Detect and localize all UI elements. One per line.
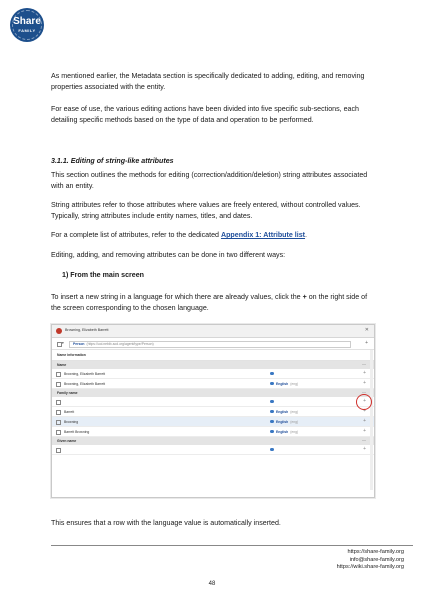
appendix-link[interactable]: Appendix 1: Attribute list — [220, 231, 306, 239]
language-code: (eng) — [290, 409, 299, 414]
language-label[interactable] — [276, 430, 298, 434]
paragraph-attribute-list-end: . — [305, 231, 308, 239]
attribute-row[interactable] — [52, 397, 374, 407]
collapse-icon[interactable]: — — [362, 389, 366, 394]
attribute-row[interactable] — [52, 417, 374, 427]
attribute-value[interactable]: Barrett Browning — [64, 429, 90, 434]
language-label[interactable] — [276, 420, 298, 424]
share-family-logo — [10, 8, 44, 42]
row-checkbox[interactable] — [56, 420, 61, 425]
chevron-down-icon[interactable]: ▾ — [62, 341, 64, 345]
app-icon — [56, 328, 62, 334]
paragraph-string-attributes: String attributes refer to those attributes where values are freely entered, without controlled values. Typically, string attributes include entity names, titles, and dates. — [51, 201, 361, 220]
screenshot-window-title: Browning, Elizabeth Barrett — [65, 328, 109, 332]
logo-text-share: Share — [13, 16, 41, 27]
attribute-row[interactable] — [52, 407, 374, 417]
footer-divider — [51, 545, 413, 546]
plus-icon[interactable]: + — [363, 446, 366, 452]
paragraph-editing-subsections: For ease of use, the various editing actions have been divided into five specific sub-sections, each detailing specific methods based on the type of data and operation to be performed. — [51, 105, 359, 124]
collapse-icon[interactable]: — — [362, 437, 366, 442]
attribute-row[interactable] — [52, 369, 374, 379]
footer-website[interactable]: https://share-family.org — [347, 549, 404, 555]
plus-symbol: + — [302, 293, 307, 301]
entity-type-field[interactable] — [69, 341, 351, 348]
attribute-value[interactable]: Browning, Elizabeth Barrett — [64, 381, 106, 386]
entity-type-bar — [52, 338, 374, 350]
row-checkbox[interactable] — [56, 400, 61, 405]
row-checkbox[interactable] — [56, 382, 61, 387]
paragraph-insert-end: on the right side of the screen corresponding to the chosen language. — [51, 293, 368, 312]
paragraph-section-outline: This section outlines the methods for editing (correction/addition/deletion) string attributes associated with an entity. — [51, 171, 368, 190]
language-code: (eng) — [290, 429, 299, 434]
globe-icon[interactable] — [270, 410, 274, 414]
plus-icon[interactable]: + — [363, 418, 366, 424]
attribute-value[interactable]: Barrett — [64, 409, 75, 414]
language-name: English — [276, 429, 289, 434]
plus-icon[interactable]: + — [363, 398, 366, 404]
attribute-value[interactable]: Browning — [64, 419, 79, 424]
row-checkbox[interactable] — [56, 430, 61, 435]
attribute-group-header[interactable] — [52, 437, 374, 445]
paragraph-insert-string — [51, 292, 376, 314]
globe-icon[interactable] — [270, 382, 274, 386]
attribute-group-header[interactable] — [52, 389, 374, 397]
paragraph-metadata-intro: As mentioned earlier, the Metadata section is specifically dedicated to adding, editing, and removing properties associated with the entity. — [51, 72, 365, 91]
language-name: English — [276, 409, 289, 414]
globe-icon[interactable] — [270, 430, 274, 434]
row-checkbox[interactable] — [56, 372, 61, 377]
collapse-icon[interactable]: — — [362, 361, 366, 366]
section-header — [52, 350, 374, 361]
plus-icon[interactable]: + — [363, 408, 366, 414]
attribute-group-label: Family name — [57, 391, 78, 395]
entity-type-label: Person — [73, 341, 85, 346]
attribute-row[interactable] — [52, 445, 374, 455]
embedded-screenshot — [51, 324, 375, 498]
section-header-label: Name information — [57, 353, 86, 357]
close-icon[interactable]: ✕ — [364, 327, 369, 333]
globe-icon[interactable] — [270, 420, 274, 424]
plus-icon[interactable]: + — [363, 370, 366, 376]
attribute-group-header[interactable] — [52, 361, 374, 369]
globe-icon[interactable] — [270, 400, 274, 404]
plus-icon[interactable]: + — [363, 428, 366, 434]
plus-icon[interactable]: + — [363, 380, 366, 386]
paragraph-attribute-list — [51, 230, 376, 241]
footer-contact — [337, 549, 404, 572]
language-code: (eng) — [290, 419, 299, 424]
subheading-main-screen: 1) From the main screen — [62, 271, 144, 279]
entity-type-uri: (https://uoi.nebib-sod.org/agent/type/Person) — [86, 341, 154, 346]
logo-text-family: FAMILY — [18, 28, 36, 33]
paragraph-insert-text: To insert a new string in a language for which there are already values, click the — [51, 293, 303, 301]
paragraph-result: This ensures that a row with the language value is automatically inserted. — [51, 519, 281, 527]
globe-icon[interactable] — [270, 448, 274, 452]
attribute-groups — [52, 361, 374, 455]
highlight-circle — [356, 394, 372, 410]
language-code: (eng) — [290, 381, 299, 386]
language-label[interactable] — [276, 382, 298, 386]
screenshot-titlebar — [52, 325, 374, 338]
attribute-group-label: Name — [57, 363, 67, 367]
globe-icon[interactable] — [270, 372, 274, 376]
attribute-row[interactable] — [52, 379, 374, 389]
scrollbar[interactable] — [370, 350, 373, 490]
plus-icon[interactable]: + — [365, 340, 368, 346]
language-name: English — [276, 419, 289, 424]
section-heading: 3.1.1. Editing of string-like attributes — [51, 157, 174, 165]
language-label[interactable] — [276, 410, 298, 414]
attribute-row[interactable] — [52, 427, 374, 437]
attribute-group-label: Given name — [57, 439, 77, 443]
row-checkbox[interactable] — [56, 410, 61, 415]
paragraph-attribute-list-text: For a complete list of attributes, refer to the dedicated — [51, 231, 221, 239]
footer-wiki[interactable]: https://wiki.share-family.org — [336, 564, 404, 570]
attribute-value[interactable]: Browning, Elizabeth Barrett — [64, 371, 106, 376]
page-number: 48 — [208, 581, 216, 587]
language-name: English — [276, 381, 289, 386]
footer-email[interactable]: info@share-family.org — [349, 556, 404, 563]
paragraph-two-ways: Editing, adding, and removing attributes can be done in two different ways: — [51, 251, 286, 259]
row-checkbox[interactable] — [56, 448, 61, 453]
